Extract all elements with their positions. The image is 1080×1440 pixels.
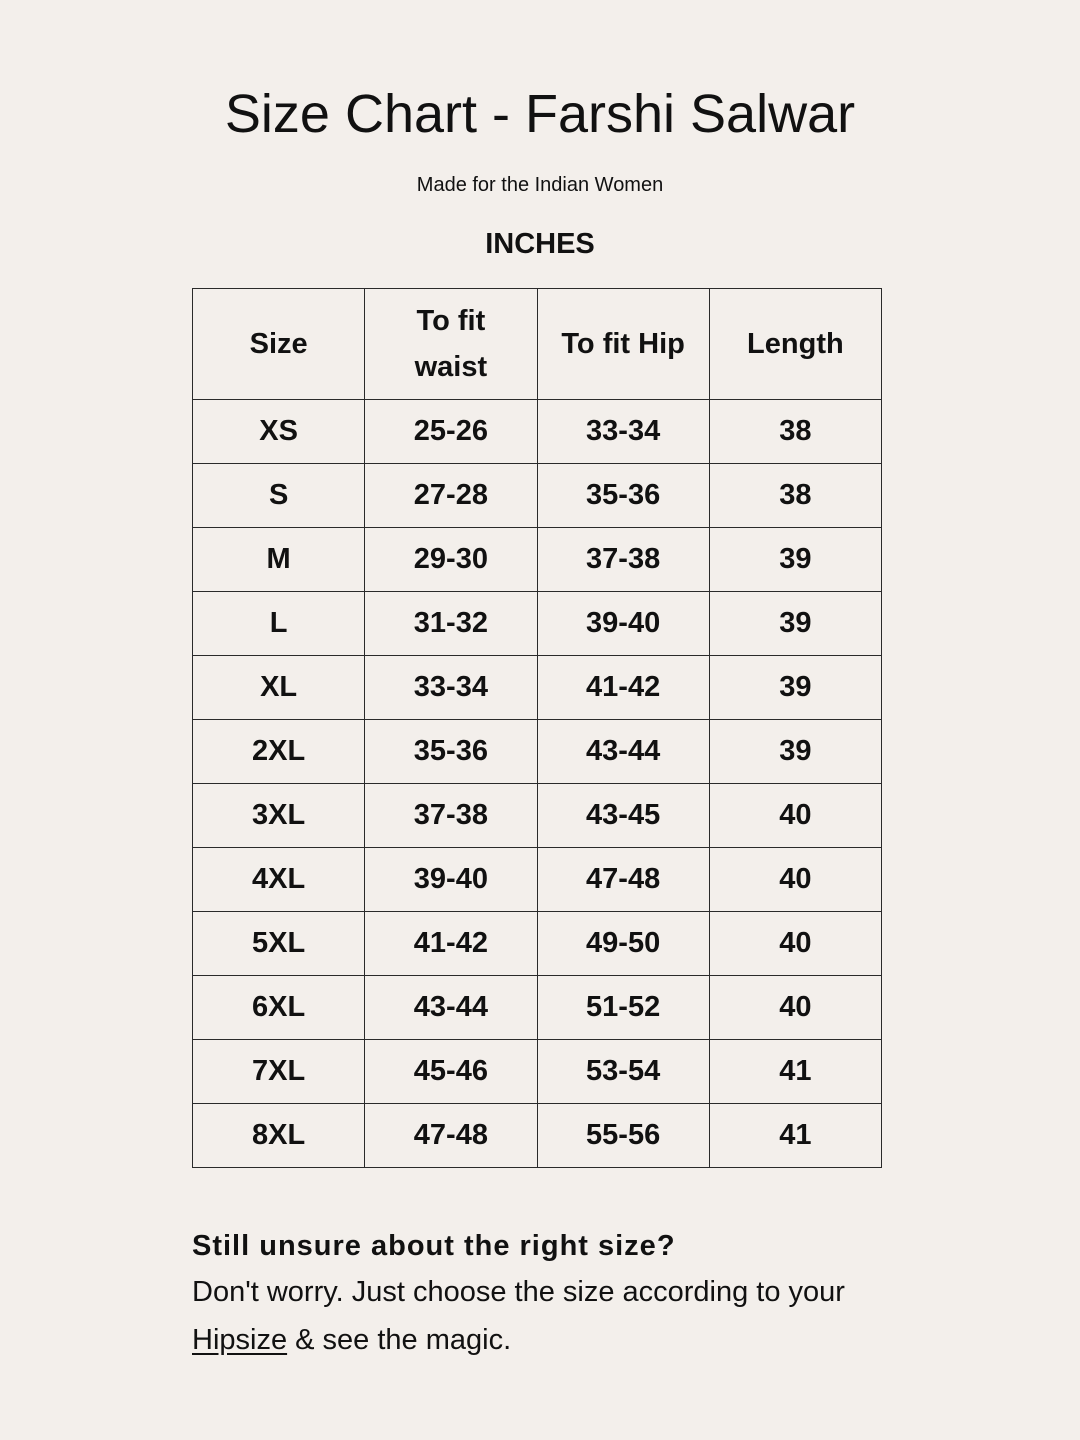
table-header-row	[193, 289, 882, 400]
cell-length: 38	[709, 464, 881, 528]
cell-hip: 37-38	[537, 528, 709, 592]
cell-waist: 29-30	[365, 528, 537, 592]
cell-waist: 39-40	[365, 848, 537, 912]
cell-hip: 55-56	[537, 1104, 709, 1168]
page-title: Size Chart - Farshi Salwar	[224, 84, 856, 144]
cell-length: 39	[709, 720, 881, 784]
cell-length: 39	[709, 528, 881, 592]
header-hip	[537, 289, 709, 400]
footer-heading: Still unsure about the right size?	[192, 1230, 676, 1262]
cell-waist: 45-46	[365, 1040, 537, 1104]
cell-size: 3XL	[193, 784, 365, 848]
footer-text-line1: Don't worry. Just choose the size according to your	[192, 1276, 845, 1308]
cell-size: S	[193, 464, 365, 528]
cell-hip: 35-36	[537, 464, 709, 528]
cell-size: 6XL	[193, 976, 365, 1040]
cell-hip: 33-34	[537, 400, 709, 464]
cell-waist: 43-44	[365, 976, 537, 1040]
cell-length: 38	[709, 400, 881, 464]
size-chart-table	[192, 288, 882, 1168]
cell-waist: 33-34	[365, 656, 537, 720]
cell-length: 41	[709, 1040, 881, 1104]
table-row	[193, 976, 882, 1040]
cell-waist: 41-42	[365, 912, 537, 976]
header-hip-label: To fit Hip	[561, 328, 685, 360]
cell-size: M	[193, 528, 365, 592]
cell-length: 40	[709, 912, 881, 976]
footer-note	[192, 1224, 912, 1364]
footer-text-line2: & see the magic.	[287, 1324, 512, 1356]
unit-label: INCHES	[485, 228, 595, 260]
cell-hip: 43-44	[537, 720, 709, 784]
cell-hip: 41-42	[537, 656, 709, 720]
cell-size: L	[193, 592, 365, 656]
table-row	[193, 1104, 882, 1168]
table-row	[193, 784, 882, 848]
footer-text	[192, 1268, 912, 1364]
header-waist	[365, 289, 537, 400]
header-size	[193, 289, 365, 400]
cell-length: 41	[709, 1104, 881, 1168]
cell-hip: 39-40	[537, 592, 709, 656]
table-row	[193, 592, 882, 656]
cell-waist: 37-38	[365, 784, 537, 848]
cell-size: 2XL	[193, 720, 365, 784]
cell-length: 40	[709, 976, 881, 1040]
cell-hip: 43-45	[537, 784, 709, 848]
header-size-label: Size	[249, 328, 308, 360]
table-row	[193, 848, 882, 912]
cell-length: 39	[709, 656, 881, 720]
cell-hip: 49-50	[537, 912, 709, 976]
cell-waist: 25-26	[365, 400, 537, 464]
cell-size: 8XL	[193, 1104, 365, 1168]
cell-length: 40	[709, 784, 881, 848]
cell-size: 5XL	[193, 912, 365, 976]
cell-waist: 35-36	[365, 720, 537, 784]
cell-hip: 51-52	[537, 976, 709, 1040]
cell-waist: 47-48	[365, 1104, 537, 1168]
table-row	[193, 1040, 882, 1104]
cell-length: 39	[709, 592, 881, 656]
cell-length: 40	[709, 848, 881, 912]
table-row	[193, 720, 882, 784]
header-length-label: Length	[747, 328, 844, 360]
table-row	[193, 400, 882, 464]
cell-hip: 53-54	[537, 1040, 709, 1104]
header-length	[709, 289, 881, 400]
table-row	[193, 656, 882, 720]
cell-hip: 47-48	[537, 848, 709, 912]
table-row	[193, 528, 882, 592]
cell-size: XL	[193, 656, 365, 720]
cell-size: 4XL	[193, 848, 365, 912]
header-waist-line2: waist	[414, 351, 488, 383]
cell-size: 7XL	[193, 1040, 365, 1104]
hipsize-link[interactable]: Hipsize	[192, 1324, 288, 1356]
table-body	[193, 400, 882, 1168]
table-row	[193, 912, 882, 976]
cell-waist: 27-28	[365, 464, 537, 528]
cell-waist: 31-32	[365, 592, 537, 656]
cell-size: XS	[193, 400, 365, 464]
table-row	[193, 464, 882, 528]
header-waist-line1: To fit	[416, 305, 486, 337]
page-subtitle: Made for the Indian Women	[416, 174, 664, 196]
